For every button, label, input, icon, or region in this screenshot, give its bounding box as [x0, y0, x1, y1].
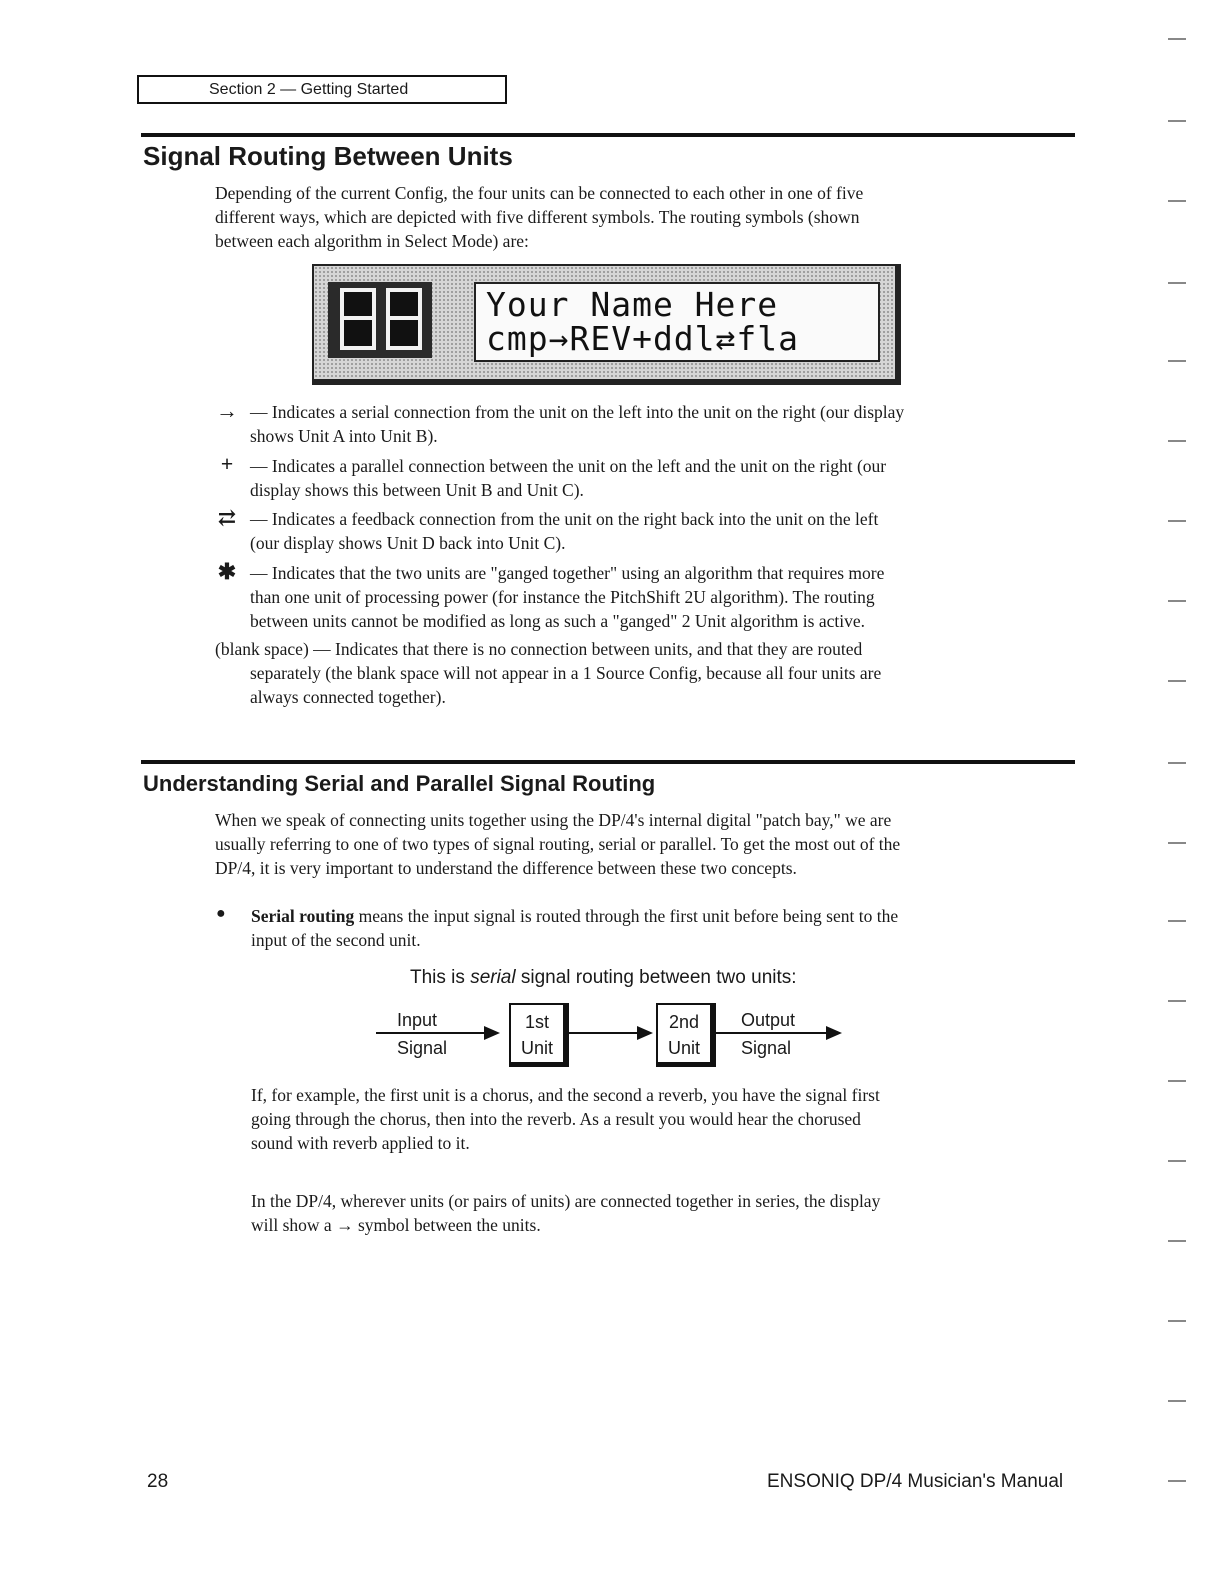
edge-mark — [1168, 440, 1186, 442]
edge-mark — [1168, 920, 1186, 922]
section-rule-top — [141, 133, 1075, 137]
edge-mark — [1168, 360, 1186, 362]
symbol-desc-parallel: — Indicates a parallel connection between the unit on the left and the unit on the right (our display shows this between Unit B and Unit C). — [250, 456, 887, 500]
intro-paragraph — [215, 181, 863, 253]
lcd-digit-zero — [340, 288, 376, 350]
arrow-right-icon — [637, 1026, 653, 1040]
manual-title: ENSONIQ DP/4 Musician's Manual — [767, 1471, 1064, 1492]
edge-mark — [1168, 1160, 1186, 1162]
diagram-caption: This is serial signal routing between two units: — [410, 967, 797, 988]
diagram-unit-1: 1st Unit — [509, 1003, 569, 1067]
diagram-unit-2: 2nd Unit — [656, 1003, 716, 1067]
edge-mark — [1168, 1240, 1186, 1242]
edge-mark — [1168, 680, 1186, 682]
edge-mark — [1168, 1320, 1186, 1322]
page-number: 28 — [147, 1471, 169, 1492]
unit-connector-line — [569, 1032, 639, 1034]
section-rule-middle — [141, 760, 1075, 764]
arrow-right-icon — [484, 1026, 500, 1040]
series-paragraph: In the DP/4, wherever units (or pairs of units) are connected together in series, the display will show a → symbol between the units. — [251, 1191, 881, 1235]
arrow-right-icon — [826, 1026, 842, 1040]
diagram-output-label: Output Signal — [741, 1010, 796, 1058]
input-arrow-line — [376, 1032, 486, 1034]
edge-mark — [1168, 1400, 1186, 1402]
symbol-desc-blank-space: (blank space) — Indicates that there is no connection between units, and that they are routed separately (the blank space will not appear in a 1 Source Config, because all four units are always connected together). — [215, 639, 882, 707]
ganged-asterisk-icon: ✱ — [217, 559, 237, 584]
symbol-desc-feedback: — Indicates a feedback connection from the unit on the right back into the unit on the left (our display shows Unit D back into Unit C). — [250, 509, 879, 553]
example-paragraph: If, for example, the first unit is a chorus, and the second a reverb, you have the signal first going through the chorus, then into the reverb. As a result you would hear the chorused sound with reverb applied to it. — [251, 1085, 880, 1153]
edge-mark — [1168, 762, 1186, 764]
serial-arrow-icon: → — [216, 398, 238, 423]
edge-mark — [1168, 282, 1186, 284]
section-header-label: Section 2 — Getting Started — [209, 81, 409, 98]
lcd-text-panel — [474, 282, 880, 362]
lcd-display — [312, 264, 901, 385]
edge-mark — [1168, 600, 1186, 602]
section-header-box — [137, 75, 507, 104]
section-title-signal-routing: Signal Routing Between Units — [143, 141, 513, 171]
output-arrow-line — [716, 1032, 826, 1034]
symbol-desc-serial: — Indicates a serial connection from the unit on the left into the unit on the right (our display shows Unit A into Unit B). — [250, 402, 905, 446]
symbol-desc-ganged: — Indicates that the two units are "ganged together" using an algorithm that requires more than one unit of processing power (for instance the PitchShift 2U algorithm). The routing between units cannot be modified as long as such a "ganged" 2 Unit algorithm is active. — [250, 563, 885, 631]
intro-line: between each algorithm in Select Mode) are: — [215, 231, 529, 251]
lcd-line-2: cmp→REV+ddl⇄fla — [486, 319, 800, 358]
feedback-arrows-icon: ⇄ — [217, 505, 237, 530]
section-title-serial-parallel: Understanding Serial and Parallel Signal Routing — [143, 771, 656, 796]
edge-mark — [1168, 842, 1186, 844]
edge-mark — [1168, 120, 1186, 122]
lcd-digit-panel — [328, 282, 432, 358]
edge-mark — [1168, 38, 1186, 40]
edge-mark — [1168, 1480, 1186, 1482]
diagram-input-label: Input Signal — [397, 1010, 448, 1058]
intro-line: Depending of the current Config, the four units can be connected to each other in one of five — [215, 183, 864, 203]
serial-routing-term: Serial routing — [251, 906, 355, 926]
section2-intro-paragraph: When we speak of connecting units together using the DP/4's internal digital "patch bay," we are usually referring to one of two types of signal routing, serial or parallel. To get the most out of the DP/4, it is very important to understand the difference between these two concepts. — [215, 810, 901, 878]
edge-mark — [1168, 1080, 1186, 1082]
edge-mark — [1168, 200, 1186, 202]
lcd-line-1: Your Name Here — [486, 285, 779, 324]
edge-mark — [1168, 520, 1186, 522]
serial-routing-bullet: Serial routing means the input signal is routed through the first unit before being sent to the input of the second unit. — [251, 906, 899, 950]
lcd-digit-zero — [386, 288, 422, 350]
bullet-icon: ● — [216, 905, 226, 922]
parallel-plus-icon: + — [220, 451, 234, 476]
intro-line: different ways, which are depicted with five different symbols. The routing symbols (shown — [215, 207, 860, 227]
edge-mark — [1168, 1000, 1186, 1002]
